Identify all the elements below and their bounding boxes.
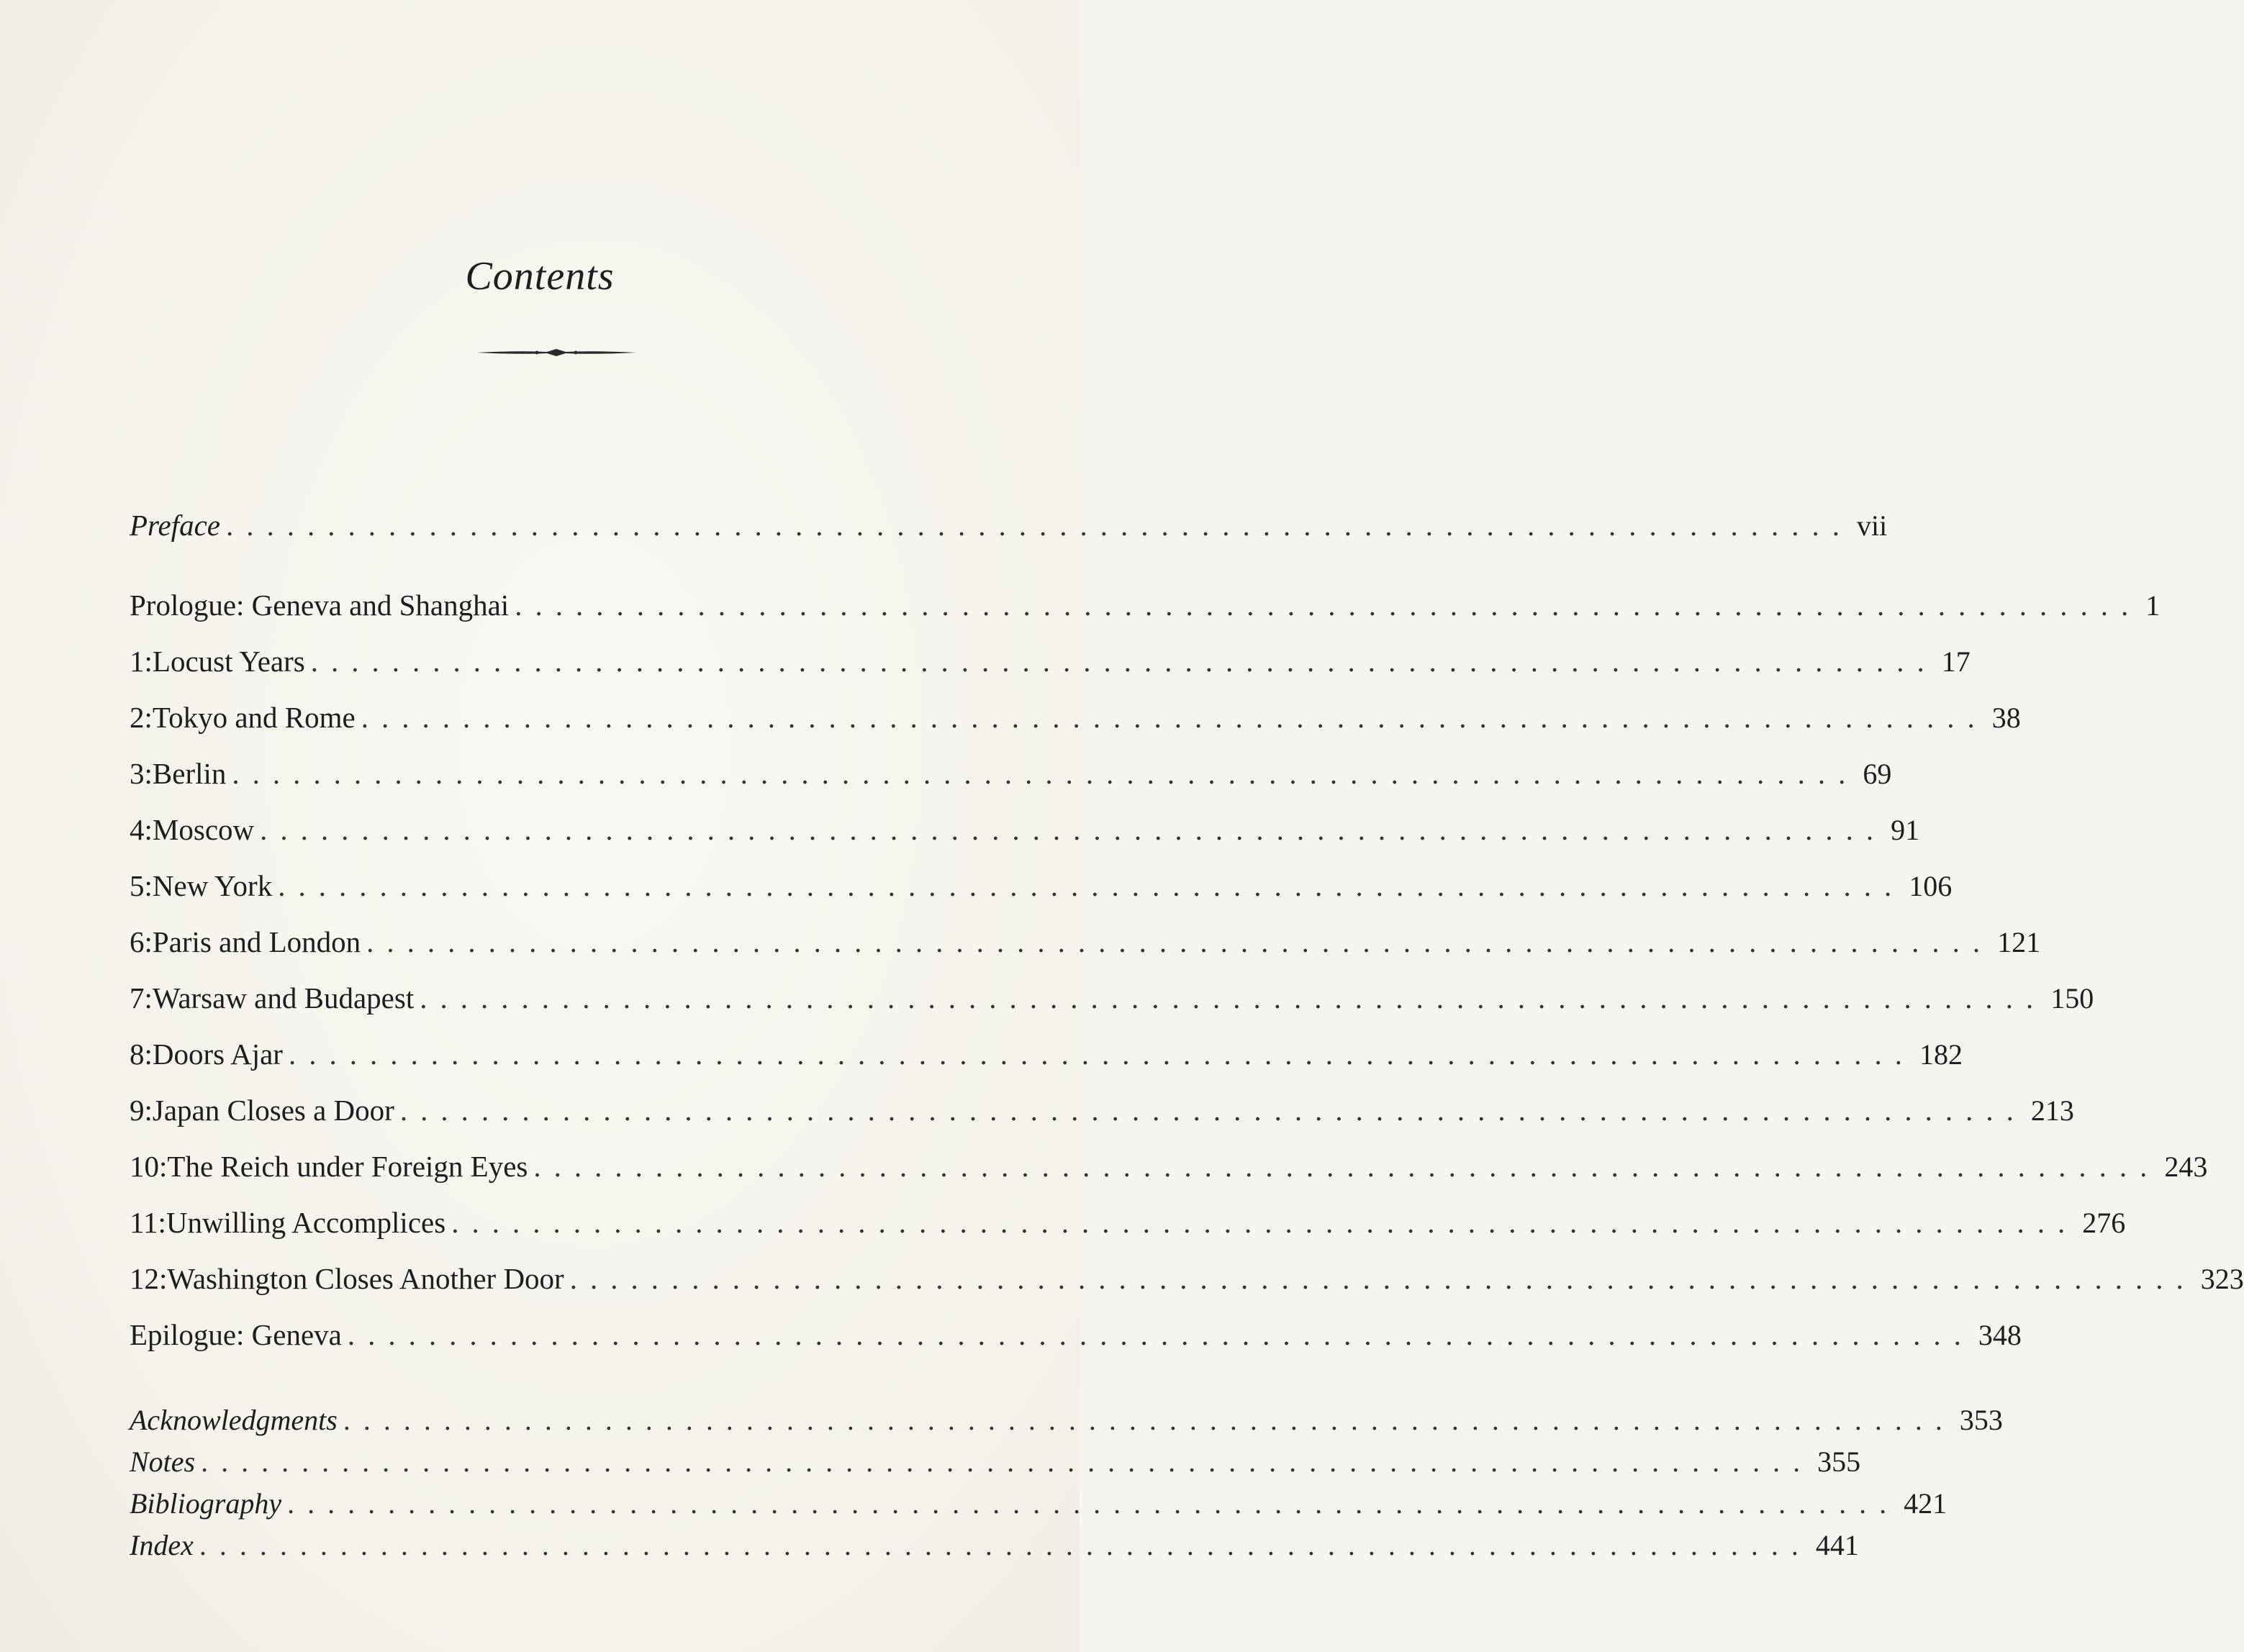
toc-entry-page: 348 — [1978, 1319, 2022, 1351]
toc-entry-back[interactable] — [130, 1482, 1947, 1525]
page-title: Contents — [465, 254, 615, 299]
toc-entry-epilogue[interactable] — [130, 1313, 2022, 1356]
chapter-number: 7: — [130, 981, 153, 1015]
toc-entry-chapter[interactable] — [130, 696, 2021, 739]
toc-entry-chapter[interactable] — [130, 1032, 1963, 1076]
toc-entry-page: 38 — [1991, 702, 2021, 734]
leader-dots: ................................................................................ — [232, 757, 1859, 790]
leader-dots: ................................................................................ — [343, 1404, 1955, 1436]
toc-entry-page: 182 — [1919, 1038, 1963, 1071]
toc-entry-chapter[interactable] — [130, 752, 1892, 795]
toc-entry-label: Prologue: Geneva and Shanghai — [130, 589, 510, 622]
leader-dots: ................................................................................ — [451, 1206, 2078, 1239]
toc-entry-label: Paris and London — [152, 925, 361, 958]
toc-entry-label: Notes — [130, 1446, 196, 1478]
leader-dots: ................................................................................ — [199, 1529, 1811, 1561]
leader-dots: ................................................................................ — [533, 1150, 2161, 1183]
toc-entry-label: Tokyo and Rome — [152, 701, 356, 734]
toc-entry-chapter[interactable] — [130, 864, 1953, 907]
toc-entry-chapter[interactable] — [130, 640, 1971, 683]
toc-entry-label: Warsaw and Budapest — [152, 981, 415, 1015]
toc-entry-label: Bibliography — [130, 1487, 282, 1520]
toc-entry-front[interactable] — [130, 504, 1888, 547]
toc-entry-page: 106 — [1909, 870, 1953, 902]
toc-entry-label: The Reich under Foreign Eyes — [167, 1150, 528, 1183]
toc-entry-page: 421 — [1904, 1487, 1947, 1520]
chapter-number: 5: — [130, 869, 153, 902]
leader-dots: ................................................................................ — [515, 589, 2142, 622]
toc-entry-label: Japan Closes a Door — [152, 1094, 394, 1127]
toc-entry-label: Unwilling Accomplices — [166, 1206, 446, 1239]
toc-entry-label: Berlin — [152, 757, 227, 790]
toc-entry-page: 355 — [1817, 1446, 1861, 1478]
leader-dots: ................................................................................ — [260, 813, 1887, 846]
toc-entry-page: 276 — [2082, 1207, 2126, 1239]
leader-dots: ................................................................................ — [225, 509, 1852, 542]
leader-dots: ................................................................................ — [201, 1446, 1814, 1478]
chapter-number: 2: — [130, 701, 153, 734]
toc-entry-label: New York — [152, 869, 273, 902]
toc-entry-chapter[interactable] — [130, 920, 2041, 963]
toc-entry-chapter[interactable] — [130, 976, 2094, 1020]
chapter-number: 1: — [130, 645, 153, 678]
leader-dots: ................................................................................ — [366, 925, 1994, 958]
leader-dots: ................................................................................ — [278, 869, 1905, 902]
toc-entry-label: Doors Ajar — [152, 1038, 283, 1071]
toc-entry-label: Locust Years — [152, 645, 305, 678]
toc-entry-page: 441 — [1815, 1529, 1859, 1561]
toc-entry-page: 353 — [1959, 1404, 2003, 1436]
toc-entry-page: 323 — [2200, 1263, 2244, 1295]
toc-entry-chapter[interactable] — [130, 1201, 2126, 1244]
toc-entry-label: Preface — [130, 509, 220, 542]
toc-entry-label: Moscow — [152, 813, 255, 846]
toc-entry-page: 121 — [1997, 926, 2041, 958]
chapter-number: 10: — [130, 1150, 168, 1183]
chapter-number: 8: — [130, 1038, 153, 1071]
toc-entry-chapter[interactable] — [130, 1145, 2208, 1188]
toc-entry-back[interactable] — [130, 1524, 1859, 1567]
toc-entry-page: vii — [1856, 509, 1888, 542]
chapter-number: 3: — [130, 757, 153, 790]
chapter-number: 6: — [130, 925, 153, 958]
leader-dots: ................................................................................ — [347, 1318, 1974, 1351]
leader-dots: ................................................................................ — [288, 1038, 1915, 1071]
toc-entry-page: 17 — [1941, 645, 1971, 678]
toc-entry-page: 69 — [1863, 758, 1892, 790]
chapter-number: 4: — [130, 813, 153, 846]
leader-dots: ................................................................................ — [420, 981, 2047, 1015]
toc-entry-label: Epilogue: Geneva — [130, 1318, 342, 1351]
leader-dots: ................................................................................ — [310, 645, 1937, 678]
chapter-number: 11: — [130, 1206, 166, 1239]
toc-entry-prologue[interactable] — [130, 584, 2161, 627]
toc-entry-page: 150 — [2050, 982, 2094, 1015]
title-divider-ornament — [475, 344, 638, 361]
chapter-number: 9: — [130, 1094, 153, 1127]
toc-entry-chapter[interactable] — [130, 1089, 2074, 1132]
toc-entry-label: Washington Closes Another Door — [167, 1262, 564, 1295]
toc-entry-label: Index — [130, 1529, 194, 1561]
toc-entry-back[interactable] — [130, 1440, 1861, 1484]
toc-entry-page: 91 — [1891, 814, 1920, 846]
chapter-number: 12: — [130, 1262, 168, 1295]
leader-dots: ................................................................................ — [287, 1487, 1900, 1520]
toc-entry-back[interactable] — [130, 1399, 2003, 1442]
toc-entry-chapter[interactable] — [130, 1257, 2244, 1300]
leader-dots: ................................................................................ — [361, 701, 1988, 734]
leader-dots: ................................................................................ — [569, 1262, 2197, 1295]
leader-dots: ................................................................................ — [399, 1094, 2027, 1127]
toc-entry-page: 1 — [2145, 589, 2161, 622]
toc-entry-label: Acknowledgments — [130, 1404, 338, 1436]
toc-entry-chapter[interactable] — [130, 808, 1920, 851]
toc-entry-page: 243 — [2164, 1150, 2208, 1183]
toc-entry-page: 213 — [2030, 1094, 2074, 1127]
